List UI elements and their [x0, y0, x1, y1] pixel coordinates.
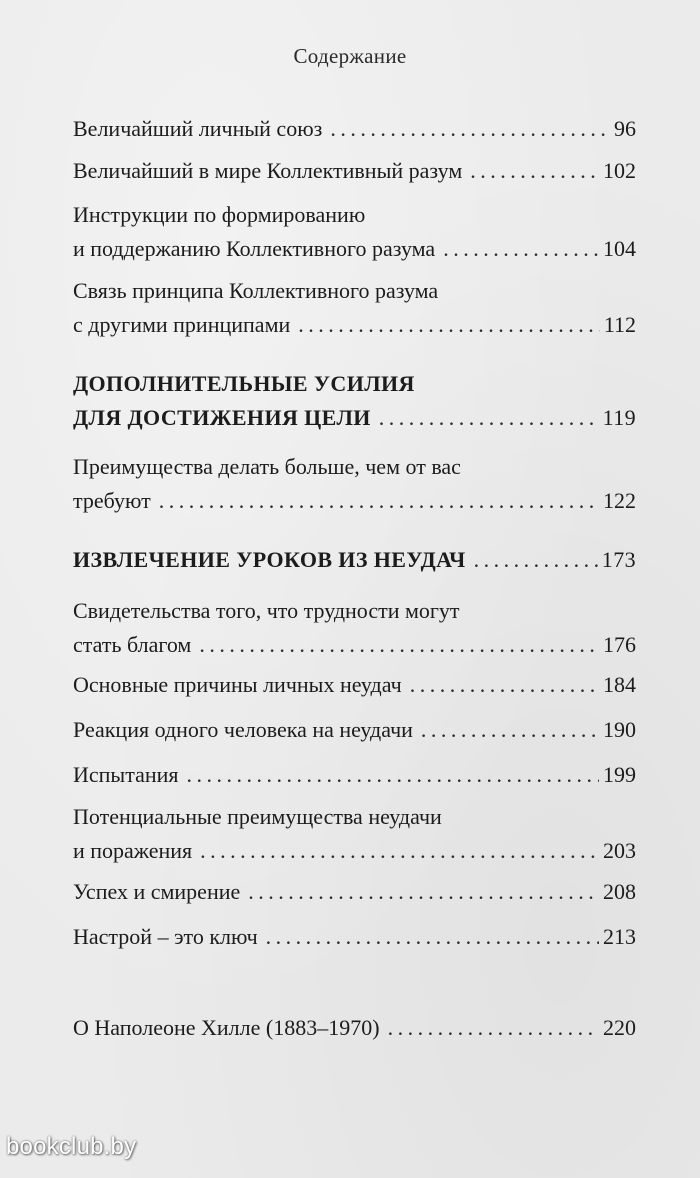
toc-page-number: 208 [603, 879, 636, 904]
toc-page-number: 184 [603, 672, 636, 697]
toc-page-number: 190 [603, 717, 636, 742]
toc-entry [73, 875, 636, 909]
toc-page-number: 199 [603, 762, 636, 787]
toc-entry [73, 112, 636, 146]
dot-leader [200, 834, 599, 868]
toc-entry-title: с другими принципами [73, 312, 291, 337]
toc-page-number: 220 [603, 1015, 636, 1040]
toc-entry-title: требуют [73, 488, 151, 513]
toc-page-number: 203 [603, 838, 636, 863]
toc-page-number: 122 [603, 488, 636, 513]
toc-section-heading [73, 543, 636, 577]
toc-page-number: 119 [602, 405, 636, 430]
dot-leader [298, 308, 600, 342]
toc-entry-title: и поддержанию Коллективного разума [73, 236, 436, 261]
dot-leader [421, 713, 599, 747]
toc-entry [73, 1011, 636, 1045]
dot-leader [388, 1011, 599, 1045]
toc-entry-title: ИЗВЛЕЧЕНИЕ УРОКОВ ИЗ НЕУДАЧ [73, 547, 466, 572]
dot-leader [266, 920, 599, 954]
dot-leader [379, 401, 599, 435]
toc-entry-title-line1: Свидетельства того, что трудности могут [73, 598, 460, 623]
toc-entry [73, 713, 636, 747]
toc-entry [73, 668, 636, 702]
toc-page-number: 102 [603, 158, 636, 183]
toc-entry-title-line1: Инструкции по формированию [73, 202, 366, 227]
toc-page-number: 213 [603, 924, 636, 949]
toc-entry-title: Основные причины личных неудач [73, 672, 402, 697]
toc-page-number: 176 [603, 632, 636, 657]
toc-entry [73, 594, 636, 662]
toc-entry-title-line1: Преимущества делать больше, чем от вас [73, 454, 461, 479]
toc-entry [73, 800, 636, 868]
dot-leader [159, 484, 599, 518]
toc-entry-title: Величайший личный союз [73, 116, 323, 141]
toc-entry [73, 274, 636, 342]
dot-leader [187, 758, 599, 792]
toc-entry-title: Величайший в мире Коллективный разум [73, 158, 463, 183]
toc-entry-title: Успех и смирение [73, 879, 241, 904]
toc-entry-title: О Наполеоне Хилле (1883–1970) [73, 1015, 380, 1040]
toc-entry-title: Испытания [73, 762, 179, 787]
toc-page-number: 96 [614, 116, 636, 141]
toc-entry-title: Настрой – это ключ [73, 924, 258, 949]
toc-entry-title: Реакция одного человека на неудачи [73, 717, 413, 742]
toc-entry [73, 758, 636, 792]
toc-entry-title-line1: ДОПОЛНИТЕЛЬНЫЕ УСИЛИЯ [73, 371, 415, 396]
dot-leader [470, 154, 599, 188]
toc-section-heading [73, 367, 636, 435]
toc-entry [73, 920, 636, 954]
toc-page-number: 112 [603, 312, 636, 337]
toc-entry [73, 450, 636, 518]
watermark-text: bookclub.by [6, 1133, 137, 1160]
dot-leader [443, 232, 599, 266]
toc-entry-title: и поражения [73, 838, 193, 863]
page-title: Содержание [293, 44, 407, 68]
toc-entry-title: ДЛЯ ДОСТИЖЕНИЯ ЦЕЛИ [73, 405, 371, 430]
dot-leader [199, 628, 599, 662]
toc-entry [73, 154, 636, 188]
toc-entry-title-line1: Связь принципа Коллективного разума [73, 278, 439, 303]
dot-leader [330, 112, 610, 146]
toc-entry-title-line1: Потенциальные преимущества неудачи [73, 804, 442, 829]
toc-page-number: 173 [601, 547, 636, 572]
dot-leader [474, 543, 598, 577]
toc-page-number: 104 [603, 236, 636, 261]
toc-entry-title: стать благом [73, 632, 192, 657]
toc-entry [73, 198, 636, 266]
dot-leader [410, 668, 599, 702]
dot-leader [248, 875, 599, 909]
